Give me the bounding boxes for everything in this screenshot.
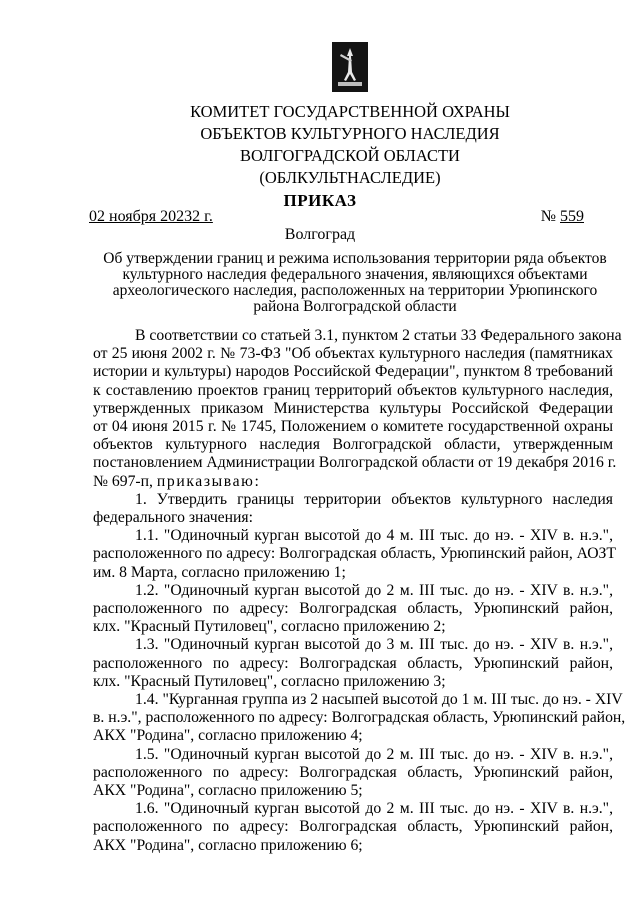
text-line: 1. Утвердить границы территории объектов культурного наследия <box>135 490 613 508</box>
sub-item-1-5 <box>93 746 613 801</box>
order-subject <box>95 251 615 315</box>
sub-item-1-3 <box>93 636 613 691</box>
text-line: утвержденных приказом Министерства культуры Российской Федерации <box>93 399 613 417</box>
subject-line: археологического наследия, расположенных на территории Урюпинского <box>112 282 598 299</box>
sub-item-1-1 <box>93 527 616 582</box>
text-line: расположенного по адресу: Волгоградская область, Урюпинский район, <box>93 818 613 836</box>
order-number <box>541 208 584 226</box>
item-1 <box>93 491 613 527</box>
text-line: 1.2. "Одиночный курган высотой до 2 м. III тыс. до нэ. - XIV в. н.э.", <box>135 581 613 599</box>
text-line: 1.1. "Одиночный курган высотой до 4 м. III тыс. до нэ. - XIV в. н.э.", <box>135 527 613 545</box>
order-body <box>93 327 626 855</box>
subject-line: района Волгоградской области <box>253 298 457 315</box>
org-line: (ОБЛКУЛЬТНАСЛЕДИЕ) <box>259 168 441 187</box>
org-line: ВОЛГОГРАДСКОЙ ОБЛАСТИ <box>240 146 460 165</box>
text-line: 1.4. "Курганная группа из 2 насыпей высотой до 1 м. III тыс. до нэ. - XIV <box>135 691 623 709</box>
organization-name <box>120 101 580 189</box>
preamble-paragraph <box>93 327 622 491</box>
sub-item-1-6 <box>93 800 613 855</box>
order-date: 02 ноября 20232 г. <box>89 208 213 225</box>
text-line: 1.6. "Одиночный курган высотой до 2 м. III тыс. до нэ. - XIV в. н.э.", <box>135 800 613 818</box>
text-line: объектов культурного наследия Волгоградской области, утвержденным <box>93 436 613 454</box>
text-line: расположенного по адресу: Волгоградская область, Урюпинский район, <box>93 654 613 672</box>
org-line: КОМИТЕТ ГОСУДАРСТВЕННОЙ ОХРАНЫ <box>190 102 510 121</box>
text-line: расположенного по адресу: Волгоградская область, Урюпинский район, <box>93 600 613 618</box>
text-line: истории и культуры) народов Российской Федерации", пунктом 8 требований <box>93 363 613 381</box>
document-type-title: ПРИКАЗ <box>283 191 357 210</box>
subject-line: Об утверждении границ и режима использования территории ряда объектов <box>103 250 607 267</box>
text-line: 1.3. "Одиночный курган высотой до 3 м. III тыс. до нэ. - XIV в. н.э.", <box>135 636 613 654</box>
org-line: ОБЪЕКТОВ КУЛЬТУРНОГО НАСЛЕДИЯ <box>200 124 500 143</box>
coat-of-arms-emblem-icon <box>332 42 368 92</box>
subject-line: культурного наследия федерального значения, являющихся объектами <box>122 266 588 283</box>
text-line: в. н.э.", расположенного по адресу: Волгоградская область, Урюпинский район, <box>93 709 626 727</box>
number-prefix: № <box>540 208 556 225</box>
text-line: клх. "Красный Путиловец", согласно приложению 2; <box>93 618 446 636</box>
text-line: АКХ "Родина", согласно приложению 5; <box>93 782 363 800</box>
text-line: АКХ "Родина", согласно приложению 4; <box>93 727 363 745</box>
text-line: постановлением Администрации Волгоградской области от 19 декабря 2016 г. <box>93 454 617 472</box>
text-fragment: № 697-п, <box>93 472 157 490</box>
text-line <box>93 473 613 491</box>
orders-word: приказываю: <box>156 472 261 490</box>
text-line: 1.5. "Одиночный курган высотой до 2 м. III тыс. до нэ. - XIV в. н.э.", <box>135 745 613 763</box>
text-line: им. 8 Марта, согласно приложению 1; <box>93 563 346 581</box>
city-name: Волгоград <box>284 226 356 243</box>
text-line: АКХ "Родина", согласно приложению 6; <box>93 836 363 854</box>
text-line: расположенного по адресу: Волгоградская область, Урюпинский район, АОЗТ <box>93 545 616 563</box>
text-line: федерального значения: <box>93 509 253 527</box>
text-line: от 25 июня 2002 г. № 73-ФЗ "Об объектах культурного наследия (памятниках <box>93 345 613 363</box>
sub-item-1-4 <box>93 691 626 746</box>
text-line: от 04 июня 2015 г. № 1745, Положением о комитете государственной охраны <box>93 418 613 436</box>
text-line: В соответствии со статьей 3.1, пунктом 2 статьи 33 Федерального закона <box>135 327 622 344</box>
text-line: клх. "Красный Путиловец", согласно приложению 3; <box>93 672 446 690</box>
sub-item-1-2 <box>93 582 613 637</box>
text-line: к составлению проектов границ территорий объектов культурного наследия, <box>93 381 613 399</box>
number-value: 559 <box>560 208 584 225</box>
text-line: расположенного по адресу: Волгоградская область, Урюпинский район, <box>93 763 613 781</box>
